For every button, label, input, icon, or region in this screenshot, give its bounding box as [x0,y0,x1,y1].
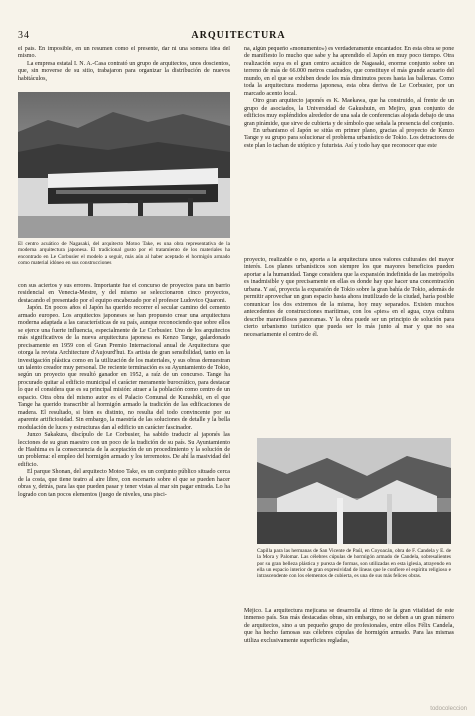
page-number: 34 [18,30,30,41]
left-column-bottom-text [18,283,230,703]
paragraph: Otro gran arquitecto japonés es K. Maekawa, que ha construido, al frente de un grupo de asociados, la Universidad de Gakushuin, en Mejiro, gran conjunto de edificios muy espléndidos alrededor de una sala de conferencias alojada debajo de una gran pirámide, que sirve de cubierta y de símbolo que señala la presencia del conjunto. [244,98,454,127]
right-column-bottom-text [244,608,454,703]
page-header [18,30,459,42]
paragraph: Japón. En pocos años el Japón ha querido recorrer el secular camino del cemento armado europeo. Los arquitectos japoneses se han propuesto crear una arquitectura moderna adaptada a las características de su país, aunque reconociendo que sobre ellos se ejerce una fuerte influencia, especialmente de Le Corbusier. Uno de los arquitectos más significativos de la nueva arquitectura japonesa es Kenzo Tange, galardonado precisamente en 1959 con el Gran Premio Internacional anual de Arquitectura que otorga la revista Architecture d'Aujourd'hui. Es artista de gran sensibilidad, tanto en la investigación plástica como en la utilización de los materiales, y sus obras demuestran un talento creador muy personal. De reciente terminación es su Ayuntamiento de Tokio, según un proyecto que resultó ganador en 1952, a raíz de un concurso. Tange ha procurado quitar al edificio municipal el carácter meramente burocrático, para destacar lo que el considera que es su principal misión: atraer a la población como centro de un espacio. Otra obra del mismo autor es el Palacio Comunal de Kurashiki, en el que Tange ha querido transcribir al hormigón armado la tradición de las edificaciones de madera. El resultado, si bien es distinto, no resulta del todo convincente por su aparente artificiosidad. Sin embargo, la maestría de las soluciones de detalle y la bella modulación de luces y estructuras dan al edificio un carácter fascinador. [18,305,230,431]
photo2-caption: Capilla para las hermanas de San Vicente de Paúl, en Coyoacán, obra de F. Candela y E. de la Mora y Palomar. Las célebres cúpulas de hormigón armado de Candela, sobresalientes por su gran belleza plástica y pureza de formas, son utilizadas en esta iglesia, atrayendo en ella un espacio interior de gran expresividad de líneas que le confiere el espíritu religioso e intrascendente con los elementos de cubierta, es una de sus más felices obras. [257,548,451,580]
photo-coyoacan-chapel [257,438,451,544]
running-title: ARQUITECTURA [191,30,286,41]
left-column-top-text [18,46,230,92]
paragraph: proyecto, realizable o no, aporta a la arquitectura unos valores culturales del mayor interés. Los planes urbanísticos son siempre los que mayores beneficios pueden aportar a la humanidad. Tange considera que la expansión indefinida de las metrópolis es inadmisible y que precisamente en ellas es donde hay que hacer una concentración urbana. Y así, proyecta la expansión de Tokio sobre la gran bahía de Tokio, además de permitir aprovechar un gran espacio hasta ahora inutilizado de la ciudad, haría posible comunicar los dos extremos de la misma, hoy muy separados. Existen muchos antecedentes de construcciones marítimas, con los «pies» en el agua, cuya cultura describe maravillosos panoramas. Y la obra puede ser un principio de solución para cierto urbanismo turístico que pueda ser lo más junto al mar y que no sea necesariamente el centro de él. [244,257,454,338]
right-column-middle-text [244,257,454,435]
paragraph: el país. En imposible, en un resumen como el presente, dar ni una somera idea del mismo. [18,46,230,60]
paragraph: El parque Shonan, del arquitecto Motoo Take, es un conjunto público situado cerca de la costa, que tiene teatro al aire libre, con escenario sobre el que se pueden hacer obras y, detrás, para las que pueden pasar y tener vistas al mar sin pagar entrada. Lo ha logrado con tan pocos elementos (juego de niveles, una pisci- [18,469,230,498]
paragraph: na, algún pequeño «monumento») es verdaderamente encantador. En esta obra se pone de manifiesto lo mucho que sabe y ha aprendido el Japón en muy poco tiempo. Otra realización suya es el gran centro acuático de Nagasaki, enorme conjunto sobre un terreno de más de 66.000 metros cuadrados, que constituye el más grande acuario del mundo, en el que se exhiben desde los más diminutos peces hasta las ballenas. Como toda la arquitectura moderna japonesa, esta obra deriva de Le Corbusier, por un marcado acento local. [244,46,454,97]
right-column-top-text [244,46,454,254]
paragraph: La empresa estatal I. N. A.-Casa contrató un grupo de arquitectos, unos doscientos, que, sin moverse de su sitio, trabajaron para organizar la distribución de nuevos habitáculos, [18,60,230,82]
paragraph: Méjico. La arquitectura mejicana se desarrolla al ritmo de la gran vitalidad de este inmenso país. Sus más destacadas obras, sin embargo, no se deben a un gran número de arquitectos, sino a un pequeño grupo de profesionales, entre ellos Félix Candela, que ha hecho famosas sus célebres cúpulas de hormigón armado. Para las mismas utiliza exclusivamente superficies regladas, [244,608,454,644]
photo1-caption: El centro acuático de Nagasaki, del arquitecto Motoo Take, es una obra representativa de la moderna arquitectura japonesa. El tradicional gusto por el tratamiento de los materiales ha encontrado en Le Corbusier el modelo a seguir, más aún al haber aceptado el hormigón armado como material idóneo en sus construcciones [18,241,230,266]
photo-nagasaki-aquatic-centre [18,92,230,238]
paragraph: con sus aciertos y sus errores. Importante fue el concurso de proyectos para un barrio residencial en Venecia-Mestre, y del mismo se seleccionaron cinco proyectos, destacando el presentado por el equipo encabezado por el profesor Ludovico Quaroni. [18,283,230,304]
paragraph: Junzo Sakakura, discípulo de Le Corbusier, ha sabido traducir al japonés las lecciones de su gran maestro con un poco de la tradición de su país. Su Ayuntamiento de Hashima es la consecuencia de la aceptación de un procedimiento y la solución de un problema: el empleo del hormigón armado y los terremotos. De ahí la masividad del edificio. [18,432,230,468]
paragraph: En urbanismo el Japón se sitúa en primer plano, gracias al proyecto de Kenzo Tange y su grupo para solucionar el problema urbanístico de Tokio. Los detractores de este plan lo tachan de utópico y futurista. Así y todo hay que reconocer que este [244,127,454,149]
watermark: todocoleccion [430,706,467,712]
